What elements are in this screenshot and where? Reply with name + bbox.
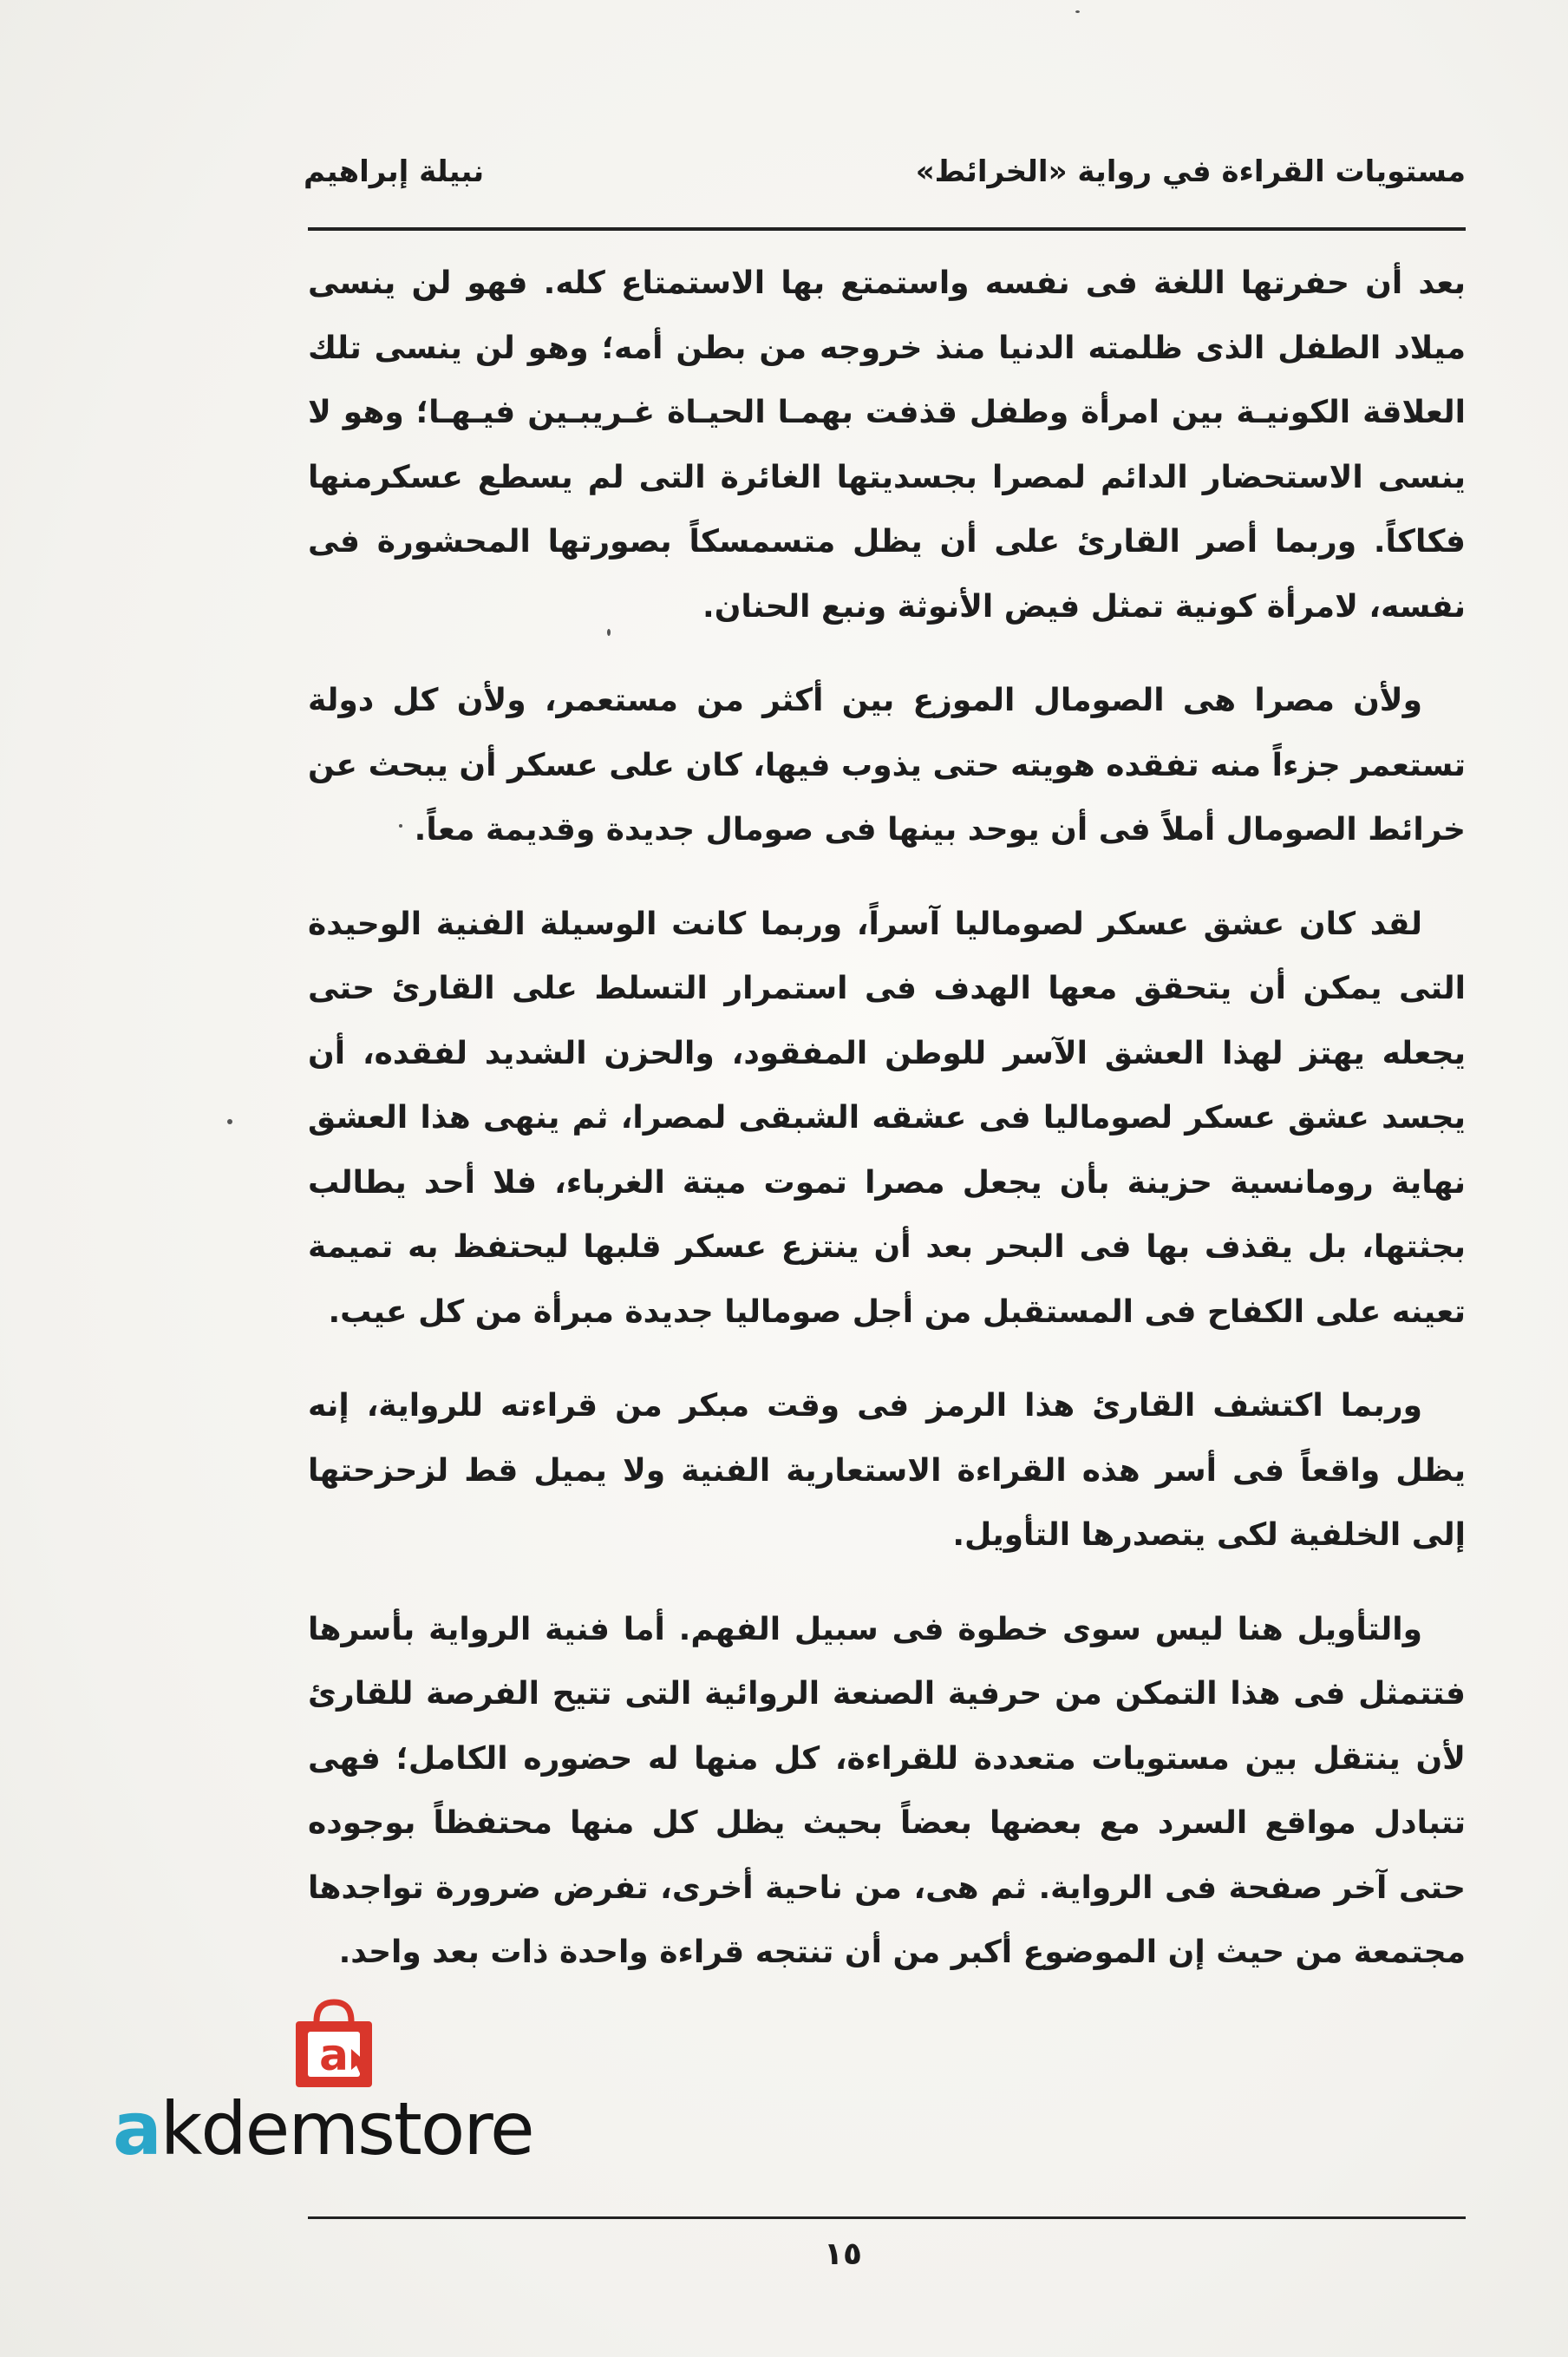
paragraph-2: ولأن مصرا هى الصومال الموزع بين أكثر من مستعمر، ولأن كل دولة تستعمر جزءاً منه تفقده هويته حتى يذوب فيها، كان على عسكر أن يبحث عن خرائط الصومال أملاً فى أن يوحد بينها فى صومال جديدة وقديمة معاً. [308, 683, 1466, 848]
brand-initial: a [113, 2086, 160, 2171]
brand-rest: kdemstore [160, 2086, 533, 2171]
bag-letter: a [319, 2030, 349, 2080]
brand-name [113, 2086, 533, 2171]
store-watermark-logo [113, 1995, 598, 2169]
page-number: ١٥ [824, 2236, 862, 2272]
print-speck [607, 629, 611, 636]
paragraph-3: لقد كان عشق عسكر لصوماليا آسراً، وربما كانت الوسيلة الفنية الوحيدة التى يمكن أن يتحقق معها الهدف فى استمرار التسلط على القارئ حتى يجعله يهتز لهذا العشق الآسر للوطن المفقود، والحزن الشديد لفقده، أن يجسد عشق عسكر لصوماليا فى عشقه الشبقى لمصرا، ثم ينهى هذا العشق نهاية رومانسية حزينة بأن يجعل مصرا تموت ميتة الغرباء، فلا أحد يطالب بجثتها، بل يقذف بها فى البحر بعد أن ينتزع عسكر قلبها ليحتفظ به تميمة تعينه على الكفاح فى المستقبل من أجل صوماليا جديدة مبرأة من كل عيب. [308, 906, 1466, 1330]
print-speck [227, 1119, 232, 1124]
print-speck [399, 824, 402, 828]
running-head [304, 146, 1466, 198]
footer-rule [308, 2216, 1466, 2219]
running-head-title: مستويات القراءة في رواية «الخرائط» [915, 154, 1466, 189]
print-speck [1075, 10, 1080, 13]
running-head-author: نبيلة إبراهيم [304, 154, 485, 189]
body-text [308, 252, 1466, 2015]
shopping-bag-icon [291, 1995, 377, 2091]
paragraph-4: وربما اكتشف القارئ هذا الرمز فى وقت مبكر من قراءته للرواية، إنه يظل واقعاً فى أسر هذه القراءة الاستعارية الفنية ولا يميل قط لزحزحتها إلى الخلفية لكى يتصدرها التأويل. [308, 1388, 1466, 1553]
paragraph-1: بعد أن حفرتها اللغة فى نفسه واستمتع بها الاستمتاع كله. فهو لن ينسى ميلاد الطفل الذى ظلمته الدنيا منذ خروجه من بطن أمه؛ وهو لن ينسى تلك العلاقة الكونيـة بين امرأة وطفل قذفت بهمـا الحيـاة غـريبـين فيـهـا؛ وهو لا ينسى الاستحضار الدائم لمصرا بجسديتها الغائرة التى لم يسطع عسكرمنها فكاكاً. وربما أصر القارئ على أن يظل متسمسكاً بصورتها المحشورة فى نفسه، لامرأة كونية تمثل فيض الأنوثة ونبع الحنان. [308, 265, 1466, 625]
paragraph-5: والتأويل هنا ليس سوى خطوة فى سبيل الفهم. أما فنية الرواية بأسرها فتتمثل فى هذا التمكن من حرفية الصنعة الروائية التى تتيح الفرصة للقارئ لأن ينتقل بين مستويات متعددة للقراءة، كل منها له حضوره الكامل؛ فهى تتبادل مواقع السرد مع بعضها بعضاً بحيث يظل كل منها محتفظاً بوجوده حتى آخر صفحة فى الرواية. ثم هى، من ناحية أخرى، تفرض ضرورة تواجدها مجتمعة من حيث إن الموضوع أكبر من أن تنتجه قراءة واحدة ذات بعد واحد. [308, 1611, 1466, 1970]
header-rule [308, 227, 1466, 231]
